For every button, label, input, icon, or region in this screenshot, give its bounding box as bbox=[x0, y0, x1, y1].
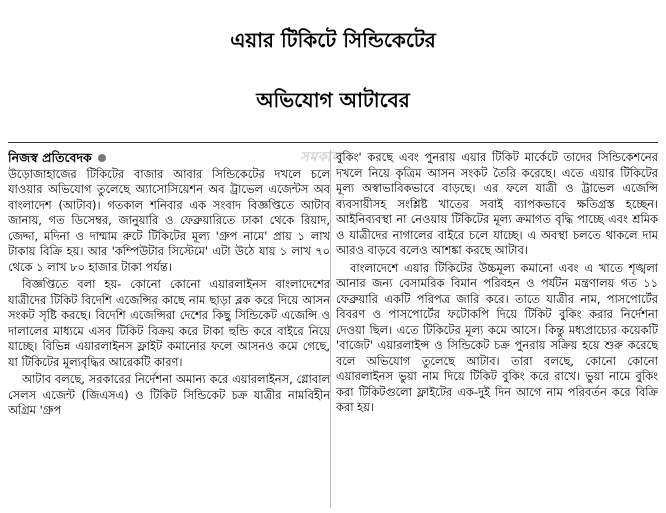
paragraph: উড়োজাহাজের টিকিটের বাজার আবার সিন্ডিকেটের দখলে চলে যাওয়ার অভিযোগ তুলেছে অ্যাসোসিয়েশন অব ট্রাভেল এজেন্টস অব বাংলাদেশ (আটাব)। গতকাল শনিবার এক সংবাদ বিজ্ঞপ্তিতে আটাব জানায়, গত ডিসেম্বর, জানুয়ারি ও ফেব্রুয়ারিতে ঢাকা থেকে রিয়াদ, জেদ্দা, মদিনা ও দাম্মাম রুটে টিকিটের মূল্য 'গ্রুপ নামে' প্রায় ১ লাখ টাকায় বিক্রি হয়। আর 'কম্পিউটার সিস্টেমে' এটা উঠে যায় ১ লাখ ৭০ থেকে ১ লাখ ৮০ হাজার টাকা পর্যন্ত। bbox=[8, 166, 330, 274]
paragraph: আটাব বলছে, সরকারের নির্দেশনা অমান্য করে এয়ারলাইনস, গ্লোবাল সেলস এজেন্ট (জিএসএ) ও টিকিট সিন্ডিকেট চক্র যাত্রীর নামবিহীন অগ্রিম 'গ্রুপ bbox=[8, 372, 330, 417]
article-column-right bbox=[336, 150, 658, 510]
byline bbox=[8, 150, 330, 166]
article-column-left bbox=[8, 150, 330, 510]
headline-line-2: অভিযোগ আটাবের bbox=[256, 88, 410, 112]
paragraph: বিজ্ঞপ্তিতে বলা হয়- কোনো কোনো এয়ারলাইনস বাংলাদেশের যাত্রীদের টিকিট বিদেশি এজেন্সির কাছে নাম ছাড়া ব্লক করে দিয়ে আসন সংকট সৃষ্টি করছে। বিদেশি এজেন্সিরা দেশের কিছু সিন্ডিকেট এজেন্সি ও দালালের মাধ্যমে এসব টিকিট বিক্রয় করে টাকা হুন্ডি করে বাইরে নিয়ে যাচ্ছে। বিভিন্ন এয়ারলাইনস ফ্লাইট কমানোর ফলে আসনও কমে গেছে, যা টিকিটের মূল্যবৃদ্ধির আরেকটি কারণ। bbox=[8, 277, 330, 369]
paragraph: বুকিং' করছে এবং পুনরায় এয়ার টিকিট মার্কেটে তাদের সিন্ডিকেশনের দখলে নিয়ে কৃত্রিম আসন সংকট তৈরি করেছে। এতে এয়ার টিকিটের মূল্য অস্বাভাবিকভাবে বাড়ছে। এর ফলে যাত্রী ও ট্রাভেল এজেন্সি ব্যবসায়ীসহ সংশ্লিষ্ট খাতের সবাই ব্যাপকভাবে ক্ষতিগ্রস্ত হচ্ছেন। আইনিব্যবস্থা না নেওয়ায় টিকিটের মূল্য ক্রমাগত বৃদ্ধি পাচ্ছে এবং শ্রমিক ও যাত্রীদের নাগালের বাইরে চলে যাচ্ছে। এ অবস্থা চলতে থাকলে দাম আরও বাড়বে বলেও আশঙ্কা করছে আটাব। bbox=[336, 150, 658, 257]
column-divider bbox=[330, 150, 331, 508]
bullet-icon bbox=[98, 154, 106, 162]
headline-divider bbox=[8, 142, 658, 143]
headline-line-1: এয়ার টিকিটে সিন্ডিকেটের bbox=[230, 28, 436, 52]
byline-text: নিজস্ব প্রতিবেদক bbox=[8, 150, 92, 165]
paragraph: বাংলাদেশে এয়ার টিকিটের উচ্চমূল্য কমানো এবং এ খাতে শৃঙ্খলা আনার জন্য বেসামরিক বিমান পরিবহন ও পর্যটন মন্ত্রণালয় গত ১১ ফেব্রুয়ারি একটি পরিপত্র জারি করে। তাতে যাত্রীর নাম, পাসপোর্টের বিবরণ ও পাসপোর্টের ফটোকপি দিয়ে টিকিট বুকিং করার নির্দেশনা দেওয়া ছিল। এতে টিকিটের মূল্য কমে আসে। কিন্তু মধ্যপ্রাচ্যের কয়েকটি 'বাজেট' এয়ারলাইন্স ও সিন্ডিকেট চক্র পুনরায় সক্রিয় হয়ে শুরু করেছে বলে অভিযোগ তুলেছে আটাব। তারা বলছে, কোনো কোনো এয়ারলাইনস ভুয়া নাম দিয়ে টিকিট বুকিং করে রাখে। ভুয়া নামে বুকিং করা টিকিটগুলো ফ্লাইটের এক-দুই দিন আগে নাম পরিবর্তন করে বিক্রি করা হয়। bbox=[336, 260, 658, 414]
watermark: সমকাল bbox=[300, 150, 343, 165]
